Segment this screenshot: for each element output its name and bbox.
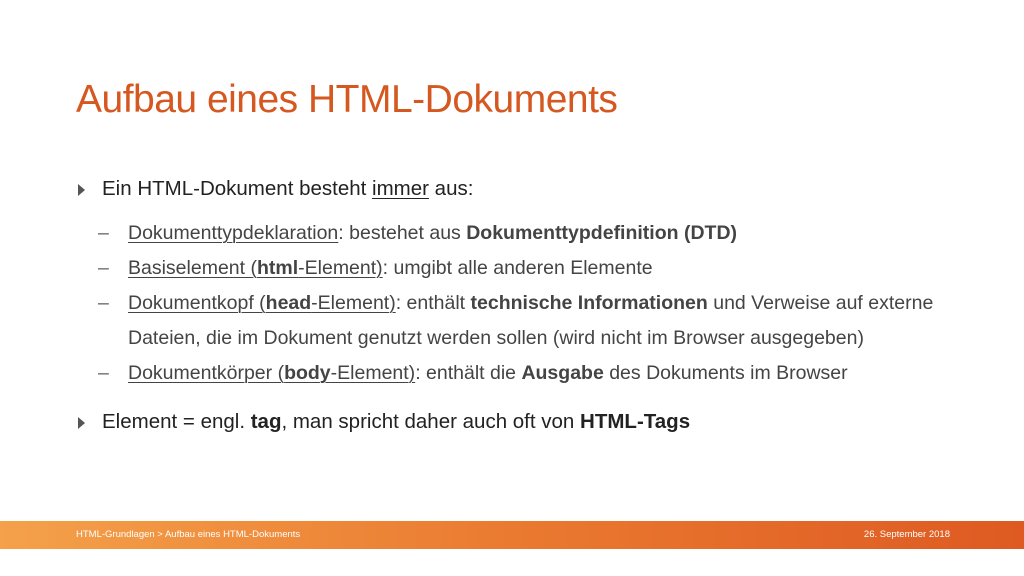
term-bold: head [265,292,312,314]
bullet-text: Ein HTML-Dokument besteht [102,177,373,200]
triangle-bullet-icon [78,184,85,196]
triangle-bullet-icon [78,417,85,429]
term-text: -Element) [311,292,396,314]
footer-date: 26. September 2018 [863,529,950,540]
term-doctype: Dokumenttypdeklaration [128,222,339,244]
bold-text: Dokumenttypdefinition (DTD) [466,222,738,244]
footer-bar [0,521,1024,549]
bullet-text: , man spricht daher auch oft von [281,410,581,433]
sub-item-html-element [78,251,958,286]
sub-item-head-element [78,286,958,356]
sub-item-doctype [78,216,958,251]
sub-list [78,216,958,391]
bold-text: Ausgabe [521,362,604,384]
dash-marker: – [98,222,109,244]
sub-item-body-element [78,356,958,391]
dash-marker: – [98,292,109,314]
bullet-text: Element = engl. [102,410,251,433]
term-text: Dokumentkopf ( [128,292,266,314]
sub-text: : umgibt alle anderen Elemente [382,257,653,279]
bullet-text: aus: [428,177,474,200]
term-text: -Element) [298,257,383,279]
sub-text: : bestehet aus [338,222,467,244]
bullet-item-2 [78,407,958,437]
bold-text: tag [250,410,282,433]
term-bold: html [256,257,299,279]
dash-marker: – [98,257,109,279]
bold-text: HTML-Tags [580,410,691,433]
bullet-item-1 [78,174,958,204]
sub-text: des Dokuments im Browser [603,362,848,384]
footer-breadcrumb: HTML-Grundlagen > Aufbau eines HTML-Dokuments [76,529,301,540]
slide-content [78,174,958,437]
dash-marker: – [98,362,109,384]
term-bold: body [284,362,331,384]
slide-title: Aufbau eines HTML-Dokuments [76,78,618,121]
sub-text: : enthält die [415,362,522,384]
term-text: -Element) [330,362,416,384]
term-text: Basiselement ( [128,257,257,279]
bold-text: technische Informationen [470,292,708,314]
sub-text: : enthält [395,292,471,314]
term-text: Dokumentkörper ( [128,362,285,384]
sub-text: und Verweise auf externe Dateien, die im Dokument genutzt werden sollen (wird nicht im Browser ausgegeben) [128,292,934,349]
underlined-text: immer [372,177,429,200]
